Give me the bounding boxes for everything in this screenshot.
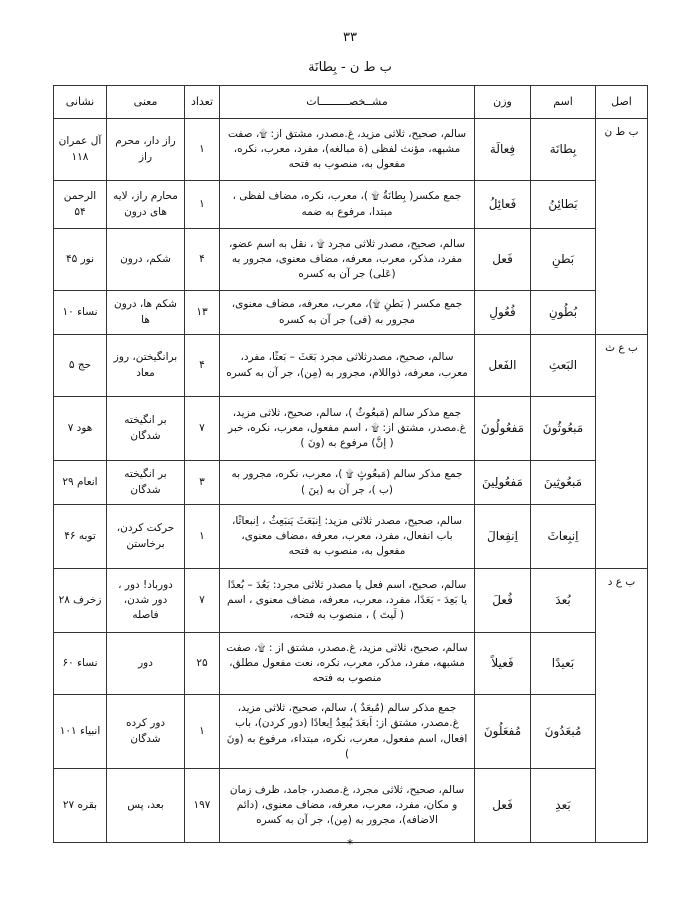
description-cell: جمع مذکر سالم (مُبعَدٌ )، سالم، صحیح، ثلاثی مزید، غ.مصدر، مشتق از: اَبعَدَ یُبعِدُ اِبعادًا (دور کردن)، باب افعال، اسم مفعول، معرب، نکره، مبتداء، مرفوع به (ونَ ) [220, 695, 475, 769]
pattern-cell: مُفعَلُونَ [475, 695, 531, 769]
count-cell: ۱ [185, 181, 220, 229]
header-esm: اسم [531, 86, 596, 119]
reference-cell: زخرف ۲۸ [54, 569, 107, 633]
word-cell: بَطائِنُ [531, 181, 596, 229]
table-row [54, 335, 648, 397]
count-cell: ۴ [185, 229, 220, 291]
header-row [54, 86, 648, 119]
pattern-cell: فِعالَة [475, 119, 531, 181]
description-cell: سالم، صحیح، مصدرثلاثی مجرد بَعَثَ – بَعثًا، مفرد، معرب، معرفه، ذواللام، مجرور به (مِن)، جر آن به کسره [220, 335, 475, 397]
header-tedad: تعداد [185, 86, 220, 119]
description-cell: سالم، صحیح، اسم فعل یا مصدر ثلاثی مجرد: بَعُدَ – بُعدًا یا بَعِدَ - بَعَدًا، مفرد، معرب، معرفه، مضاف معنوی ، اسم ( لَیتَ ) ، منصوب به فتحه، [220, 569, 475, 633]
table-row [54, 291, 648, 335]
description-cell: جمع مذکر سالم (مَبعُوثٍ ۩ )، معرب، نکره، مجرور به (ب )، جر آن به (ینَ ) [220, 461, 475, 505]
reference-cell: آل عمران ۱۱۸ [54, 119, 107, 181]
description-cell: سالم، صحیح، مصدر ثلاثی مجرد ۩ ، نقل به اسم عضو، مفرد، مذکر، معرب، معرفه، مضاف معنوی، مجرور به (عَلی) جر آن به کسره [220, 229, 475, 291]
page-number: ۳۳ [343, 30, 357, 45]
meaning-cell: بر انگیخته شدگان [107, 461, 185, 505]
footer-mark: * [347, 837, 353, 851]
pattern-cell: فَعل [475, 229, 531, 291]
description-cell: سالم، صحیح، ثلاثی مزید، غ.مصدر، مشتق از: ۩، صفت مشبهه، مؤنث لفظی (ة مبالغه)، مفرد، معرب، نکره، مفعول به، منصوب به فتحه [220, 119, 475, 181]
table-row [54, 181, 648, 229]
count-cell: ۱ [185, 505, 220, 569]
word-cell: بُعدَ [531, 569, 596, 633]
word-cell: مُبعَدُونَ [531, 695, 596, 769]
meaning-cell: محارم راز، لایه های درون [107, 181, 185, 229]
pattern-cell: مَفعُولِینَ [475, 461, 531, 505]
description-cell: جمع مذکر سالم (مَبعُوثٌ )، سالم، صحیح، ثلاثی مزید، غ.مصدر، مشتق از: ۩ ، اسم مفعول، معرب، نکره، خبر ( إنَّ) مرفوع به (ونَ ) [220, 397, 475, 461]
reference-cell: حج ۵ [54, 335, 107, 397]
word-cell: بَطنِ [531, 229, 596, 291]
header-asl: اصل [596, 86, 648, 119]
pattern-cell: فَعائِلُ [475, 181, 531, 229]
header-vazn: وزن [475, 86, 531, 119]
table-row [54, 461, 648, 505]
reference-cell: توبه ۴۶ [54, 505, 107, 569]
reference-cell: انعام ۲۹ [54, 461, 107, 505]
count-cell: ۱۹۷ [185, 769, 220, 843]
header-mani: معنی [107, 86, 185, 119]
pattern-cell: فَعیلاً [475, 633, 531, 695]
header-neshani: نشانی [54, 86, 107, 119]
table-row [54, 633, 648, 695]
meaning-cell: دورباد! دور ، دور شدن، فاصله [107, 569, 185, 633]
count-cell: ۱۳ [185, 291, 220, 335]
header-moshakhasat: مشــخصـــــــــات [220, 86, 475, 119]
pattern-cell: فُعلَ [475, 569, 531, 633]
table-row [54, 397, 648, 461]
meaning-cell: بر انگیخته شدگان [107, 397, 185, 461]
pattern-cell: فَعل [475, 769, 531, 843]
description-cell: سالم، صحیح، مصدر ثلاثی مزید: اِنبَعَثَ یَنبَعِثُ ، اِنبعاثًا، باب انفعال، مفرد، معرب، معرفه ،مضاف معنوی، مفعول به، منصوب به فتحه [220, 505, 475, 569]
reference-cell: انبیاء ۱۰۱ [54, 695, 107, 769]
word-cell: اِنبِعاثَ [531, 505, 596, 569]
word-cell: بَعدِ [531, 769, 596, 843]
meaning-cell: شکم، درون [107, 229, 185, 291]
table-row [54, 505, 648, 569]
description-cell: جمع مکسر( بِطانَةُ ۩ )، معرب، نکره، مضاف لفظی ، مبتدا، مرفوع به ضمه [220, 181, 475, 229]
root-cell: ب ع ث [596, 335, 648, 569]
description-cell: جمع مکسر ( بَطنِ ۩)، معرب، معرفه، مضاف معنوی، مجرور به (فی) جر آن به کسره [220, 291, 475, 335]
description-cell: سالم، صحیح، ثلاثی مجرد، غ.مصدر، جامد، ظرف زمان و مکان، مفرد، معرب، معرفه، مضاف معنوی، (دائم الاضافه)، مجرور به (مِن)، جر آن به کسره [220, 769, 475, 843]
reference-cell: نساء ۱۰ [54, 291, 107, 335]
pattern-cell: اِنفِعالَ [475, 505, 531, 569]
reference-cell: نور ۴۵ [54, 229, 107, 291]
word-cell: بِطانَة [531, 119, 596, 181]
word-cell: مَبعُوثُونَ [531, 397, 596, 461]
count-cell: ۷ [185, 569, 220, 633]
pattern-cell: الفَعل [475, 335, 531, 397]
pattern-cell: مَفعُولُونَ [475, 397, 531, 461]
table-row [54, 119, 648, 181]
table-row [54, 569, 648, 633]
count-cell: ۱ [185, 119, 220, 181]
meaning-cell: برانگیختن، روز معاد [107, 335, 185, 397]
meaning-cell: بعد، پس [107, 769, 185, 843]
count-cell: ۴ [185, 335, 220, 397]
count-cell: ۱ [185, 695, 220, 769]
reference-cell: بقره ۲۷ [54, 769, 107, 843]
description-cell: سالم، صحیح، ثلاثی مزید، غ.مصدر، مشتق از : ۩، صفت مشبهه، مفرد، مذکر، معرب، نکره، نعت مفعول مطلق، منصوب به فتحه [220, 633, 475, 695]
page-title: ب ط ن - بِطانَة [308, 60, 392, 75]
root-cell: ب ط ن [596, 119, 648, 335]
meaning-cell: حرکت کردن، برخاستن [107, 505, 185, 569]
reference-cell: هود ۷ [54, 397, 107, 461]
reference-cell: الرحمن ۵۴ [54, 181, 107, 229]
meaning-cell: راز دار، محرم راز [107, 119, 185, 181]
word-cell: بَعیدًا [531, 633, 596, 695]
count-cell: ۳ [185, 461, 220, 505]
pattern-cell: فُعُولِ [475, 291, 531, 335]
table-row [54, 229, 648, 291]
word-cell: مَبعُوثِینَ [531, 461, 596, 505]
word-analysis-table [53, 85, 648, 843]
table-row [54, 769, 648, 843]
meaning-cell: دور کرده شدگان [107, 695, 185, 769]
word-cell: البَعثِ [531, 335, 596, 397]
meaning-cell: شکم ها، درون ها [107, 291, 185, 335]
count-cell: ۷ [185, 397, 220, 461]
count-cell: ۲۵ [185, 633, 220, 695]
root-cell: ب ع د [596, 569, 648, 843]
meaning-cell: دور [107, 633, 185, 695]
word-cell: بُطُونِ [531, 291, 596, 335]
reference-cell: نساء ۶۰ [54, 633, 107, 695]
table-row [54, 695, 648, 769]
